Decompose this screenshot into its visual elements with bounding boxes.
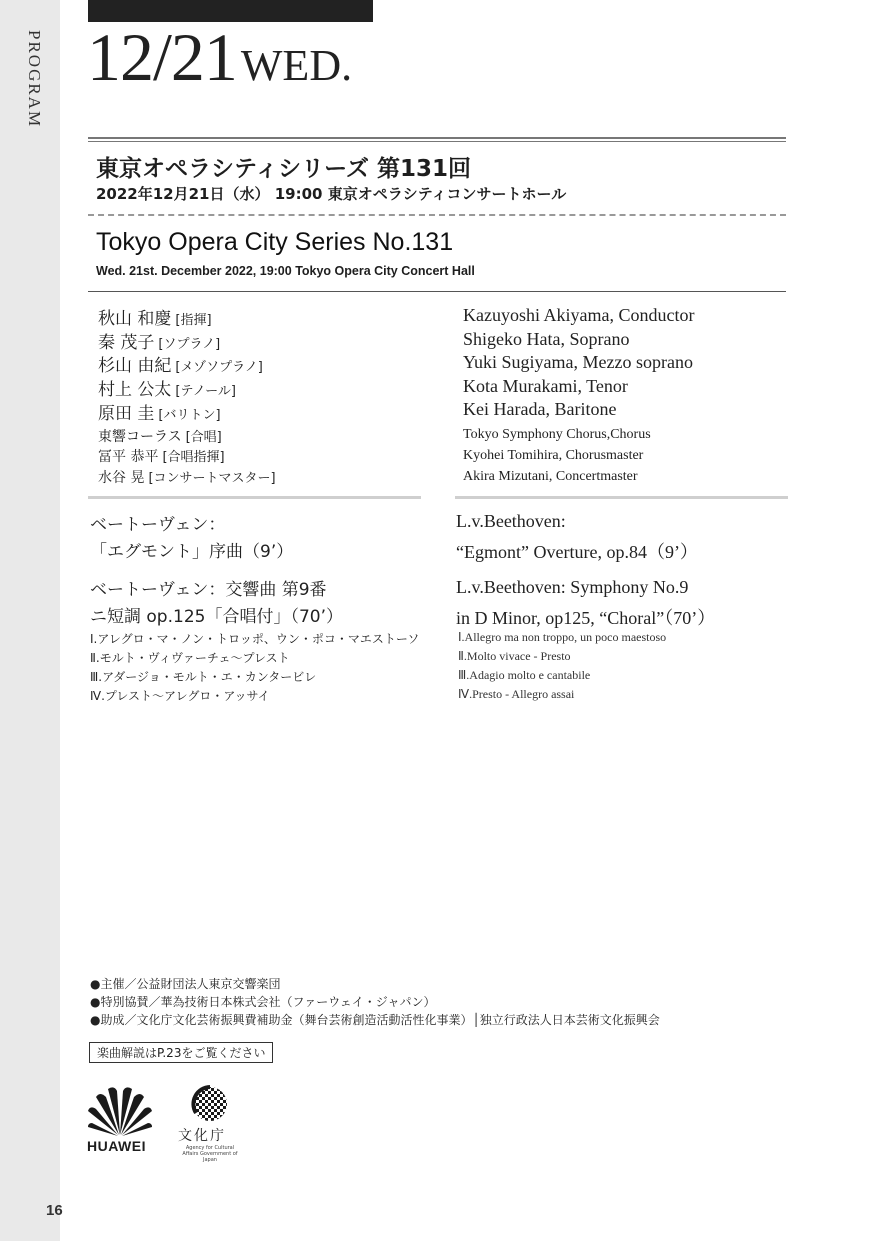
program-line-ja: ベートーヴェン： bbox=[90, 515, 226, 535]
concert-subtitle-ja: 2022年12月21日（水） 19:00 東京オペラシティコンサートホール bbox=[96, 185, 567, 203]
page-number: 16 bbox=[46, 1202, 63, 1219]
checkered-disc-logo bbox=[190, 1085, 230, 1123]
bunka-wordmark: 文化庁 bbox=[178, 1128, 226, 1144]
program-notes-reference: 楽曲解説はP.23をご覧ください bbox=[89, 1042, 273, 1063]
double-rule-bottom bbox=[88, 141, 786, 142]
movement-en: Ⅰ.Allegro ma non troppo, un poco maestoso bbox=[458, 630, 667, 644]
performer-name: 水谷 晃 bbox=[98, 470, 145, 486]
performer-ja bbox=[98, 351, 263, 376]
performer-name: 杉山 由紀 bbox=[98, 356, 172, 376]
movement-en: Ⅳ.Presto - Allegro assai bbox=[458, 687, 575, 701]
performer-name: 村上 公太 bbox=[98, 380, 172, 400]
dashed-divider bbox=[88, 214, 786, 216]
performer-ja bbox=[98, 375, 236, 400]
movement-en: Ⅱ.Molto vivace - Presto bbox=[458, 649, 571, 663]
performer-en: Shigeko Hata, Soprano bbox=[463, 329, 630, 349]
sidebar bbox=[0, 0, 63, 1241]
concert-subtitle-en: Wed. 21st. December 2022, 19:00 Tokyo Opera City Concert Hall bbox=[96, 264, 475, 278]
date-weekday: WED. bbox=[240, 41, 353, 90]
performer-ja bbox=[98, 399, 221, 424]
performer-en: Yuki Sugiyama, Mezzo soprano bbox=[463, 352, 693, 372]
credit-line: ●主催／公益財団法人東京交響楽団 bbox=[90, 977, 281, 991]
performer-en: Tokyo Symphony Chorus,Chorus bbox=[463, 427, 651, 442]
performer-en: Kota Murakami, Tenor bbox=[463, 376, 628, 396]
performer-name: 原田 圭 bbox=[98, 404, 155, 424]
movement-en: Ⅲ.Adagio molto e cantabile bbox=[458, 668, 591, 682]
movement-ja: Ⅲ.アダージョ・モルト・エ・カンタービレ bbox=[90, 670, 317, 684]
program-line-ja: ベートーヴェン：交響曲 第9番 bbox=[90, 580, 327, 600]
performer-ja bbox=[98, 304, 212, 329]
performer-en: Kei Harada, Baritone bbox=[463, 399, 617, 419]
credit-line: ●特別協賛／華為技術日本株式会社（ファーウェイ・ジャパン） bbox=[90, 995, 436, 1009]
performer-name: 冨平 恭平 bbox=[98, 449, 159, 465]
performer-role: [合唱] bbox=[185, 430, 222, 445]
performer-role: [ソプラノ] bbox=[158, 337, 221, 352]
performers-divider-right bbox=[455, 496, 788, 499]
concert-date bbox=[87, 18, 352, 97]
program-line-en: L.v.Beethoven: bbox=[456, 511, 566, 531]
performer-role: [テノール] bbox=[175, 384, 236, 399]
huawei-wordmark: HUAWEI bbox=[87, 1138, 146, 1154]
performer-ja bbox=[98, 426, 222, 446]
program-line-en: in D Minor, op125, “Choral”（70’） bbox=[456, 608, 716, 628]
performers-divider-left bbox=[88, 496, 421, 499]
movement-ja: Ⅱ.モルト・ヴィヴァーチェ〜プレスト bbox=[90, 651, 290, 665]
program-line-en: L.v.Beethoven: Symphony No.9 bbox=[456, 577, 689, 597]
concert-title-en: Tokyo Opera City Series No.131 bbox=[96, 228, 454, 256]
performer-ja bbox=[98, 446, 225, 466]
performer-role: [メゾソプラノ] bbox=[175, 360, 263, 375]
credit-line: ●助成／文化庁文化芸術振興費補助金（舞台芸術創造活動活性化事業）│独立行政法人日本芸術文化振興会 bbox=[90, 1013, 660, 1027]
double-rule-top bbox=[88, 137, 786, 139]
sidebar-label: PROGRAM bbox=[25, 30, 44, 129]
program-line-en: “Egmont” Overture, op.84（9’） bbox=[456, 542, 698, 562]
program-line-ja: 「エグモント」序曲（9’） bbox=[90, 542, 294, 562]
date-numeric: 12/21 bbox=[87, 19, 237, 95]
performer-role: [合唱指揮] bbox=[162, 450, 225, 465]
concert-title-ja: 東京オペラシティシリーズ 第131回 bbox=[96, 156, 472, 182]
performer-en: Kyohei Tomihira, Chorusmaster bbox=[463, 448, 644, 463]
performer-ja bbox=[98, 467, 276, 487]
movement-ja: Ⅰ.アレグロ・マ・ノン・トロッポ、ウン・ポコ・マエストーソ bbox=[90, 632, 420, 646]
performer-role: [コンサートマスター] bbox=[148, 471, 276, 486]
title-divider bbox=[88, 291, 786, 292]
performer-role: [指揮] bbox=[175, 313, 212, 328]
performer-name: 秋山 和慶 bbox=[98, 309, 172, 329]
performer-role: [バリトン] bbox=[158, 408, 221, 423]
performer-en: Akira Mizutani, Concertmaster bbox=[463, 469, 638, 484]
performer-name: 東響コーラス bbox=[98, 429, 182, 445]
performer-ja bbox=[98, 328, 220, 353]
performer-name: 秦 茂子 bbox=[98, 333, 155, 353]
movement-ja: Ⅳ.プレスト〜アレグロ・アッサイ bbox=[90, 689, 270, 703]
bunka-subtitle: Agency for Cultural Affairs Government of Japan bbox=[182, 1145, 238, 1163]
program-line-ja: ニ短調 op.125「合唱付」（70’） bbox=[90, 607, 343, 627]
performer-en: Kazuyoshi Akiyama, Conductor bbox=[463, 305, 695, 325]
huawei-flower-logo bbox=[86, 1085, 154, 1137]
